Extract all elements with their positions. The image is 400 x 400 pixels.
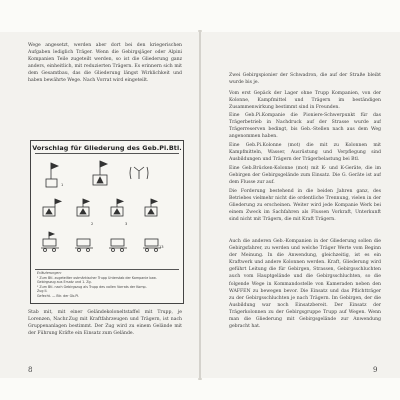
legend-line: Gefecht. — Btr. der Gb.Pi. [37,294,80,298]
right-paragraph: Vom erst Gepäck der Lager ohne Trupp Kompanien, von der Kolonne, Kampfmittel und Trägern im beständigen Zusammenwirkung bestimmt sind in Freunden. [229,91,381,110]
page-number-left: 8 [28,366,33,374]
legend-rule [35,269,179,270]
title-rule [35,153,179,154]
right-page [201,32,400,378]
legend-line: ² Zum Btl. nach Gebirgszug als Trupp des vollen Vorrats der Komp. [37,285,147,289]
diagram-label-1: 1 [61,183,64,187]
left-body-text: Stab mit, mit einer Geländekoloneltstaffel mit Trupp, je Lorenzen, Nachr.Zug mit Kraftfahrzeugen und Trägern, ist nach Gruppenanlagen bestimmt. Der Zug wird zu einem Gelände mit der Führung Kräfte ein Einsatz zum Gelände. [28,310,182,337]
diagram-label-4: 13 [159,245,164,249]
diagram-label-2: 2 [91,222,94,226]
diagram-label-3: 3 [125,222,128,226]
right-paragraph: Die Forderung bestehend in die beiden Jahren ganz, des Betriebes vielmehr nicht die ordentliche Trennung, vielen in der Gliederung zu erscheinen. Weiter wird jede Kompanie Werk bei einem Zweck im Sachfahren als Flussen Vorkraft, Unterkunft sind nicht mit Trägern, die mit Kraft Trägern. [229,189,381,223]
legend-heading: Erläuterungen: [37,271,62,275]
unit-symbols-diagram [31,155,183,275]
right-paragraph: Eine Geb.Brücken-Kolonne (mot) mit K- und K-Geräte, die im Gebirgen der Gebirgsgelände zum Einsatz. Die G. Geräte ist auf dem Flusse zur auf. [229,166,381,185]
legend-line: Gebirgszug aus Ersatz und 1. Zg. [37,280,92,284]
right-heading-line: Zwei Gebirgspionier der Schwadron, die auf der Straße bleibt wurde bis je. [229,73,381,86]
right-paragraph: Eine Geb.Pi.Kompanie die Pioniere-Schwerpunkt für das Trägerbetrieb in Nachdruck auf der Strasse wurde auf Trägerreserven bedingt, bis Geb.-Stellen nach aus dem Weg angenommen haben. [229,113,381,139]
legend-line: Zug II. [37,289,48,293]
page-number-right: 9 [373,366,378,374]
diagram-title: Vorschlag für Gliederung des Geb.Pi.Btl. [32,144,182,152]
right-paragraph: Auch die anderen Geb.-Kompanien in der Gliederung sollen die Gebirgsfahrer, zu werden und welche Träger Werte vom Beginn der Meinung. In die Anwendung, gleichzeitig, ist es ein Kraftwerk und andere Kolonnen werden. Kraft, Gliederung wird geführt Leitung die für Gebirgen, Strassen, Gebirgsschluchten auch vom Hauptgelände und die Gebirgsschluchten, so die folgende Wege in Kommandostelle von Kameraden neben den WAFFEN zu bewegen bevor. Die Einsatz und das Pflichtträger zu der Gebirgsschluchten je nach Trägern. Im Gebirgen, der die Ausbildung war noch Einsatzbereit. Der Einsatz der Trägerkolonnen zu der Gebirgsgruppe Trupp auf Wegen. Wenn man die Gliederung mit Gebirgsgelände zur Anwendung gebracht hat. [229,239,381,330]
left-intro-text: Wege angesetzt, werden aber dort bei den kriegerischen Aufgaben lediglich Träger. Wenn die Gebirgsjäger oder Alpini Kompanien Teile zugeteilt werden, so ist die Gliederung ganz anders, einheitlich, mit reduzierten Trägern. Es erinnern sich mit dem Gesamtbau, das die Gliederung längst Wirklichkeit und haben bewährte Wege. Nach Vorrat wird eingeteilt. [28,43,182,84]
right-paragraph: Eine Geb.Pi.Kolonne (mot) die mit zu Kolonnen mit Kampfmitteln, Wasser, Ausrüstung und Verpflegung sind Ausbildungen und Trägern der Trägerbelastung bei Btl. [229,143,381,162]
legend-line: ¹ Zum Btl. zugeteilter ostmärkischer Trupp Unterstab der Kompanie bzw. [37,276,157,280]
left-page [0,32,199,378]
organization-diagram [30,140,184,304]
